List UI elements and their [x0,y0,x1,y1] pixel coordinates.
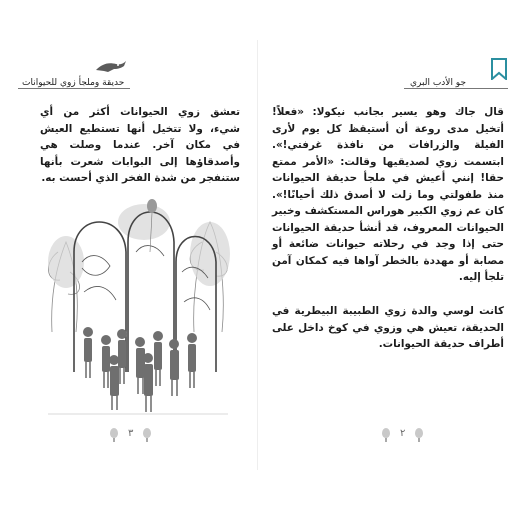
left-header-rule [18,88,130,89]
right-header-rule [404,88,508,89]
book-gutter [257,40,258,470]
left-paragraph: تعشق زوي الحيوانات أكثر من أي شيء، ولا تتخيل أنها تستطيع العيش في مكان آخر. عندما وصلت هي وأصدقاؤها إلى البوابات شعرت بأنها ستنفجر من شدة الفخر الذي أحست به. [40,106,240,184]
balloon-icon [110,428,118,438]
right-running-head: جو الأدب البري [410,78,467,88]
bookmark-icon [490,58,508,80]
right-paragraph-2: كانت لوسي والدة زوي الطبيبة البيطرية في الحديقة، تعيش هي وزوي في كوخ داخل على أطراف حديقة الحيوانات. [272,305,504,350]
bird-icon [94,58,128,76]
right-paragraph-1: قال جاك وهو يسير بجانب نيكولا: «فعلاً! أتخيل مدى روعة أن أستيقظ كل يوم لأرى الفيلة والزرافات من نافذة غرفتي!». ابتسمت زوي لصديقيها وقالت: «الأمر ممتع حقا! إنني أعيش في ملجأ حديقة الحيوانات منذ طفولتي وما زلت لا أصدق ذلك أحيانًا!». كان عم زوي الكبير هوراس المستكشف وخبير الحيوانات المعروف، قد أنشأ حديقة الحيوانات حتى إذا وجد في رحلاته حيوانات ضائعة أو مصابة أو مهددة بالخطر آواها فيه كمكان آمن تلجأ إليه. [272,106,504,283]
left-running-head: حديقة وملجأ زوي للحيوانات [22,78,125,88]
balloon-icon [415,428,423,438]
zoo-gate-illustration [44,182,232,422]
balloon-icon [382,428,390,438]
balloon-icon [143,428,151,438]
left-page-folio [100,428,161,439]
right-page-folio [372,428,433,439]
left-page-number: ٣ [128,428,134,439]
right-page-number: ٢ [400,428,406,439]
